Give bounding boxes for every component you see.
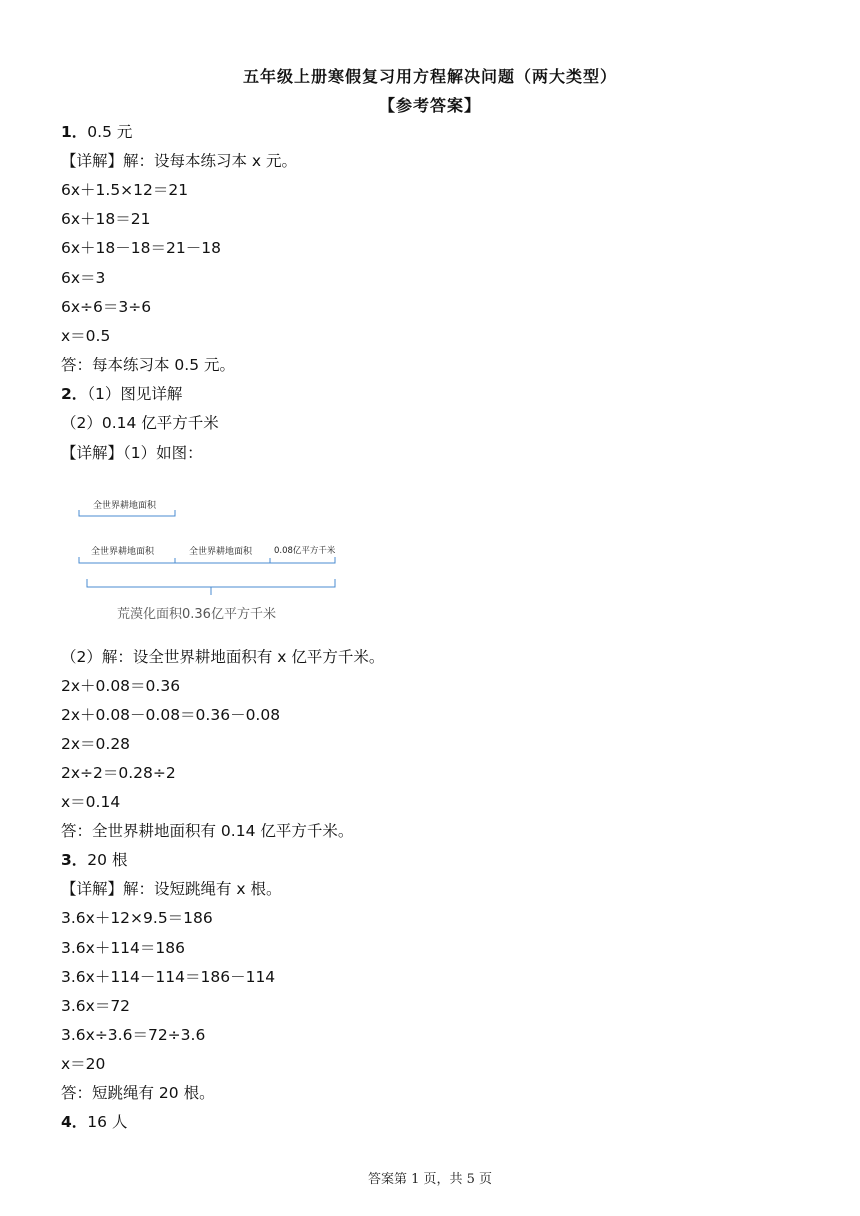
line-text: （1）图见详解 (87, 385, 183, 403)
equation-line: x＝0.5 (61, 327, 111, 345)
equation-line: 3.6x＝72 (61, 997, 131, 1015)
equation-line: 6x÷6＝3÷6 (61, 298, 152, 316)
equation-line: 6x＋18－18＝21－18 (61, 239, 221, 257)
answer-line: （2）0.14 亿平方千米 (61, 414, 219, 432)
problem-number: 2． (61, 385, 88, 403)
answer-line (61, 1112, 127, 1132)
equation-line: 2x＋0.08＝0.36 (61, 677, 181, 695)
equation-line: 2x＋0.08－0.08＝0.36－0.08 (61, 706, 281, 724)
segment-2-label: 全世界耕地面积 (189, 547, 253, 557)
answer-line: 答：全世界耕地面积有 0.14 亿平方千米。 (61, 822, 354, 840)
answer-heading: 【参考答案】 (378, 96, 481, 115)
equation-line: 3.6x＋114－114＝186－114 (61, 968, 276, 986)
equation-line: x＝20 (61, 1055, 106, 1073)
answer-line (61, 122, 132, 142)
line-text: 20 根 (87, 851, 128, 869)
equation-line: x＝0.14 (61, 793, 121, 811)
segment-3 (270, 557, 335, 563)
answer-line (61, 850, 127, 870)
segment-3-label: 0.08亿平方千米 (274, 546, 336, 556)
segment-1-label: 全世界耕地面积 (91, 547, 155, 557)
page-footer: 答案第 1 页，共 5 页 (367, 1172, 493, 1187)
total-brace (87, 579, 335, 587)
problem-number: 1． (61, 123, 88, 141)
equation-line: 6x＝3 (61, 269, 106, 287)
equation-line: 3.6x＋114＝186 (61, 939, 185, 957)
answer-line: 【详解】解：设短跳绳有 x 根。 (61, 880, 282, 898)
answer-line: （2）解：设全世界耕地面积有 x 亿平方千米。 (61, 648, 385, 666)
equation-line: 6x＋18＝21 (61, 210, 151, 228)
line-text: 0.5 元 (87, 123, 133, 141)
segment-1 (79, 557, 175, 563)
problem-number: 4． (61, 1113, 88, 1131)
answer-line: 答：每本练习本 0.5 元。 (61, 356, 236, 374)
equation-line: 6x＋1.5×12＝21 (61, 181, 189, 199)
equation-line: 3.6x＋12×9.5＝186 (61, 909, 213, 927)
answer-line (61, 384, 182, 404)
equation-line: 3.6x÷3.6＝72÷3.6 (61, 1026, 206, 1044)
equation-line: 2x÷2＝0.28÷2 (61, 764, 176, 782)
answer-line: 【详解】（1）如图： (61, 444, 203, 462)
problem-number: 3． (61, 851, 88, 869)
top-segment-label: 全世界耕地面积 (93, 501, 157, 511)
document-title: 五年级上册寒假复习用方程解决问题（两大类型） (242, 67, 617, 86)
equation-line: 2x＝0.28 (61, 735, 131, 753)
line-text: 16 人 (87, 1113, 128, 1131)
total-label: 荒漠化面积0.36亿平方千米 (117, 607, 276, 622)
segment-diagram (60, 486, 360, 626)
answer-line: 答：短跳绳有 20 根。 (61, 1084, 215, 1102)
answer-line: 【详解】解：设每本练习本 x 元。 (61, 152, 298, 170)
